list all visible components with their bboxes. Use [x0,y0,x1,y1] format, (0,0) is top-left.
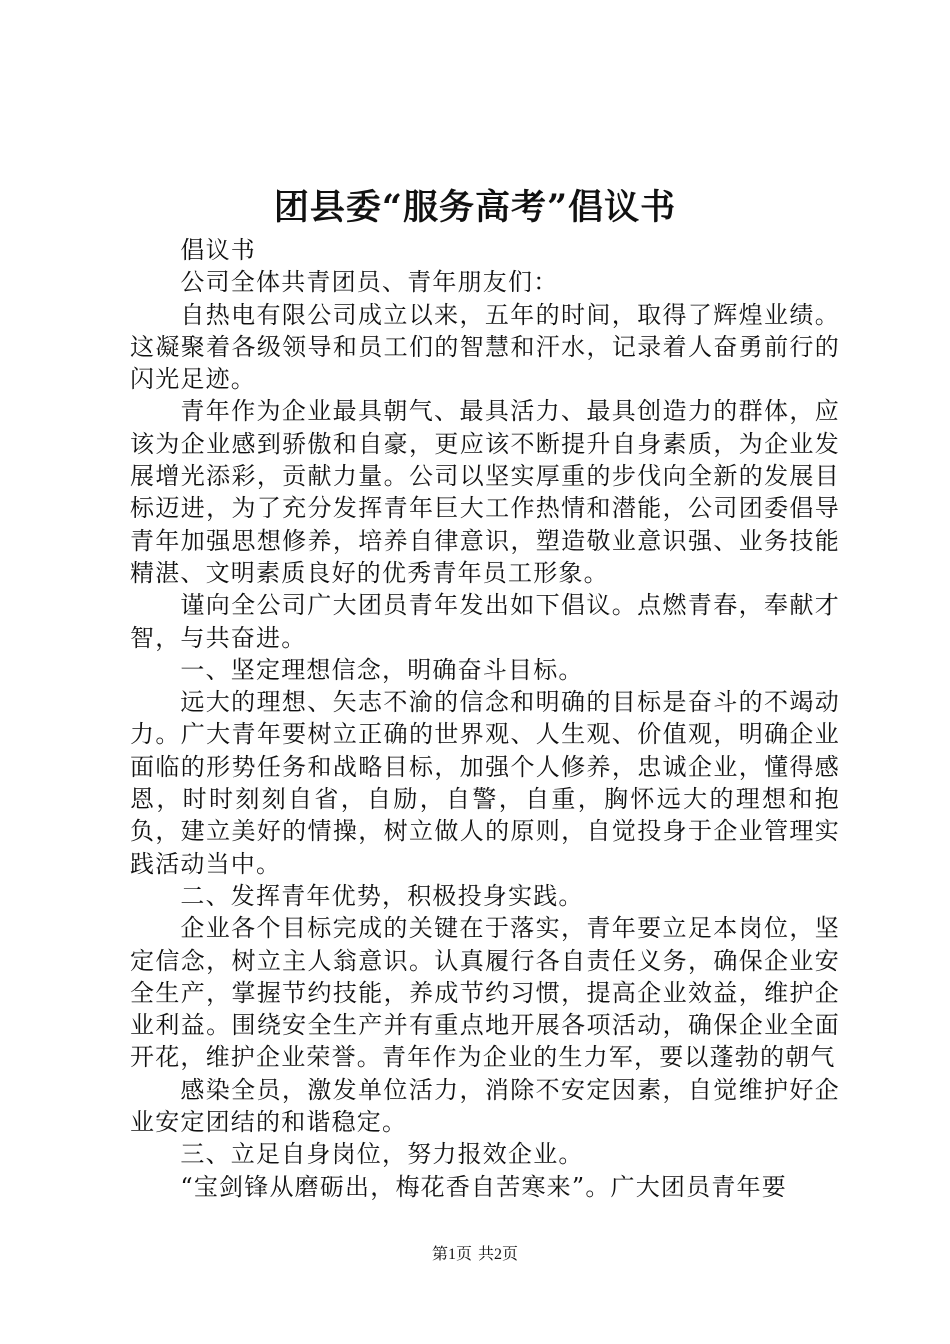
section-heading: 一、坚定理想信念，明确奋斗目标。 [180,655,584,684]
paragraph: 企业各个目标完成的关键在于落实，青年要立足本岗位，坚定信念，树立主人翁意识。认真履行各自责任义务，确保企业安全生产，掌握节约技能，养成节约习惯，提高企业效益，维护企业利益。围绕安全生产并有重点地开展各项活动，确保企业全面开花，维护企业荣誉。青年作为企业的生力军，要以蓬勃的朝气 [130,914,840,1072]
page-number: 第1页 [431,1246,472,1263]
paragraph-salutation: 公司全体共青团员、青年朋友们： [180,268,559,297]
paragraph: 青年作为企业最具朝气、最具活力、最具创造力的群体，应该为企业感到骄傲和自豪，更应该不断提升自身素质，为企业发展增光添彩，贡献力量。公司以坚实厚重的步伐向全新的发展目标迈进，为了充分发挥青年巨大工作热情和潜能，公司团委倡导青年加强思想修养，培养自律意识，塑造敬业意识强、业务技能精湛、文明素质良好的优秀青年员工形象。 [130,397,840,587]
section-heading: 二、发挥青年优势，积极投身实践。 [180,881,584,910]
paragraph: 谨向全公司广大团员青年发出如下倡议。点燃青春，奉献才智，与共奋进。 [130,591,840,652]
paragraph: 远大的理想、矢志不渝的信念和明确的目标是奋斗的不竭动力。广大青年要树立正确的世界观、人生观、价值观，明确企业面临的形势任务和战略目标，加强个人修养，忠诚企业，懂得感恩，时时刻刻自省，自励，自警，自重，胸怀远大的理想和抱负，建立美好的情操，树立做人的原则，自觉投身于企业管理实践活动当中。 [130,688,840,878]
document-body [130,234,840,1203]
document-title: 团县委“服务高考”倡议书 [273,187,677,228]
page-footer [0,1244,950,1266]
paragraph: “宝剑锋从磨砺出，梅花香自苦寒来”。广大团员青年要 [180,1172,787,1201]
paragraph: 感染全员，激发单位活力，消除不安定因素，自觉维护好企业安定团结的和谐稳定。 [130,1075,840,1137]
page-total: 共2页 [478,1246,519,1263]
section-heading: 三、立足自身岗位，努力报效企业。 [180,1140,584,1169]
paragraph: 自热电有限公司成立以来，五年的时间，取得了辉煌业绩。这凝聚着各级领导和员工们的智慧和汗水，记录着人奋勇前行的闪光足迹。 [130,300,840,394]
paragraph-heading: 倡议书 [180,236,256,264]
